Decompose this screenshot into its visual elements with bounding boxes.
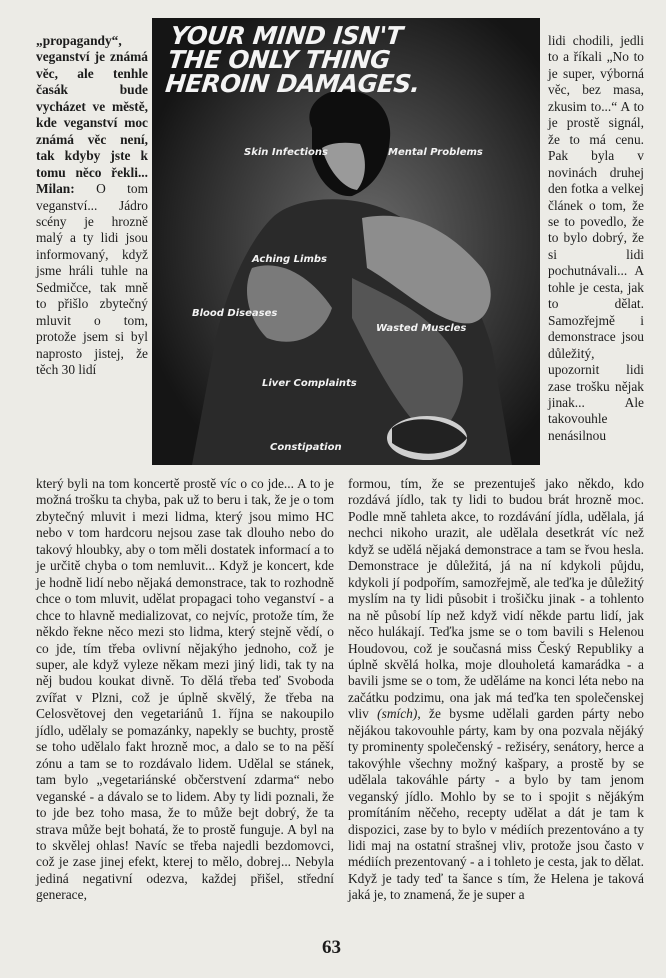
poster-label: Skin Infections (244, 147, 328, 158)
laughter-aside: (smích) (377, 706, 418, 722)
poster-image (152, 18, 540, 465)
poster-label: Liver Complaints (262, 378, 357, 389)
speaker-name: Milan: (36, 181, 75, 197)
poster-headline (164, 21, 426, 98)
poster-label: Constipation (270, 442, 342, 453)
poster-label: Aching Limbs (252, 254, 327, 265)
answer-text: O tom veganství... Jádro scény je hrozně malý a ty lidi jsou informovaný, když jsme hráli tuhle na Sedmičce, tak mně to přišlo zbytečný mluvit o tom, protože jsem si byl naprosto jistej, že těch 30 lidí (36, 181, 148, 378)
right-column-top (548, 33, 644, 444)
body-text: formou, tím, že se prezentuješ jako někdo, kdo rozdává jídlo, tak ty lidi to budou brát hrozně moc. Podle mně tahleta akce, to rozdávání jídla, udělala, já nechci nikoho urazit, ale udělala desetkrát víc než když se udělá nějaká demonstrace a tam se řvou hesla. Demonstrace je důležitá, já na ní kdykoli půjdu, kdykoli jí podpořím, samozřejmě, ale teďka je důležitý myslím na ty lidi působit i trošičku jinak - a tohlento na ně působí líp než když vidí někde partu lidí, jak něco hulákají. Teďka jsme se o tom bavili s Helenou Houdovou, což je současná miss Český Republiky a úplně skvělá holka, moje dlouholetá kamarádka - a bavili jsme se o tom, že uděláme na konci léta nebo na začátku podzimu, ona jak má teďka ten společenskej vliv (348, 476, 644, 722)
left-column-top (36, 33, 148, 379)
page-number: 63 (322, 937, 341, 958)
body-paragraph: který byli na tom koncertě prostě víc o co jde... A to je možná trošku ta chyba, pak už to beru i tak, že je o tom zbytečný mluvit i mezi lidma, který jsou mimo HC nebo v tom hardcoru nejsou zase tak dlouho nebo do takový hloubky, aby o tom měli dostatek informací a to je určitě chyba o tom nemluvit... Když je koncert, kde je hodně lidí nebo nějaká demonstrace, tak to rozhodně chce o tom mluvit, udělat propagaci toho veganství - a chce to hlavně medializovat, co nejvíc, protože tím, že někdo řekne něco mezi sto lidma, který stejně vědí, o co jde, tím třeba ovlivní nějakýho jednoho, což je super, ale když vyleze někam mezi jiný lidi, tak ty na něj budou koukat divně. To dělá třeba teď Svoboda zvířat v Plzni, což je úplně skvělý, že třeba na Celosvětovej den vegetariánů 1. října se nakoupilo jídlo, udělaly se pomazánky, napekly se buchty, prostě se toho udělalo fakt hrozně moc, a dalo se to na pěší zónu a tam se to rozdávalo lidem. Udělal se stánek, tam bylo „vegetariánské občerstvení zdarma“ nebo veganské - a dávalo se to lidem. Aby ty lidi poznali, že to jde bez toho masa, že to může bejt dobrý, že ta strava může bejt bohatá, že to prostě funguje. A byl na to skvělej ohlas! Navíc se třeba najedli bezdomovci, což je zase jinej efekt, kterej to mělo, dobrej... Nebyla jediná negativní odezva, každej přišel, střední generace, (36, 476, 334, 903)
left-column-bottom (36, 476, 334, 904)
body-text: , že bysme udělali garden párty nebo nějákou takovouhle párty, kam by ona pozvala nějáký ty prominenty společenský - režiséry, senátory, herce a takovýhle všechny možný kašpary, a prostě by se udělala takováhle párty - a bylo by tam jenom veganský jídlo. Mohlo by se to i spojit s nějákým promítáním něčeho, recepty udělat a dát je tam k dispozici, zase by to bylo v médiích prezentováno a ty lidi maj na ostatní strašnej vliv, protože jsou často v médiích prezentovaný - a i tohleto je cesta, jak to dělat. Když je tady teď ta šance s tím, že Helena je taková jaká je, to znamená, že je super a (348, 706, 644, 903)
body-paragraph (348, 476, 644, 904)
poster-label: Blood Diseases (192, 308, 278, 319)
poster-label: Mental Problems (388, 147, 483, 158)
interview-paragraph (36, 33, 148, 379)
body-paragraph: lidi chodili, jedli to a říkali „No to je super, výborná věc, bez masa, zkusim to...“ A to je prostě signál, že to má cenu. Pak byla v novinách druhej den fotka a velkej článek o tom, že se to povedlo, že to bylo dobrý, že si lidi pochutnávali... A tohle je cesta, jak to dělat. Samozřejmě i demonstrace jsou důležitý, upozornit lidi zase trošku nějak jinak... Ale takovouhle nenásilnou (548, 33, 644, 443)
poster-label: Wasted Muscles (376, 323, 467, 334)
right-column-bottom (348, 476, 644, 904)
headline-line: THE ONLY THING (166, 45, 392, 74)
headline-line: HEROIN DAMAGES. (164, 69, 422, 98)
headline-line: YOUR MIND ISN'T (169, 21, 404, 50)
interviewer-question: „propagandy“, veganství je známá věc, ale tenhle časák bude vycházet ve městě, kde veganství moc známá věc není, tak kdyby jste k tomu něco řekli... (36, 33, 148, 180)
